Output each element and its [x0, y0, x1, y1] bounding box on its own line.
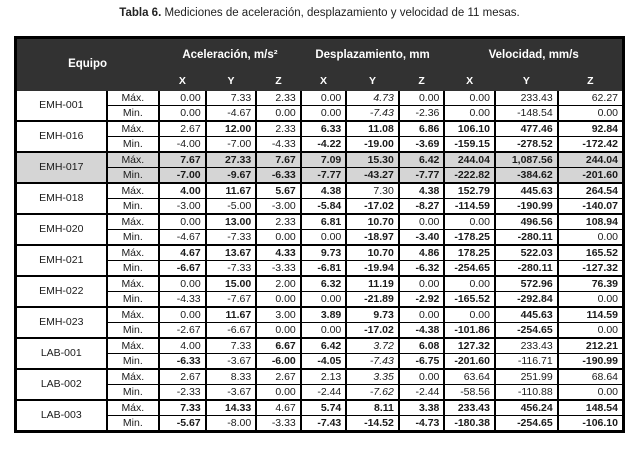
- value-cell: 106.10: [444, 121, 495, 137]
- row-type-label-min: Min.: [107, 416, 160, 432]
- equipment-id: LAB-002: [16, 369, 107, 400]
- value-cell: 6.08: [399, 338, 445, 354]
- table-header: [16, 38, 624, 91]
- value-cell: 7.67: [256, 152, 301, 168]
- row-type-label-max: Máx.: [107, 152, 160, 168]
- value-cell: -19.94: [346, 261, 399, 277]
- value-cell: -159.15: [444, 137, 495, 153]
- row-type-label-max: Máx.: [107, 121, 160, 137]
- value-cell: -3.69: [399, 137, 445, 153]
- value-cell: -280.11: [495, 261, 558, 277]
- value-cell: 4.67: [159, 245, 206, 261]
- value-cell: 165.52: [558, 245, 624, 261]
- value-cell: 2.67: [256, 369, 301, 385]
- value-cell: -43.27: [346, 168, 399, 184]
- value-cell: -7.33: [206, 261, 257, 277]
- value-cell: 0.00: [558, 323, 624, 339]
- header-axis-z: Z: [558, 72, 624, 90]
- header-axis-x: X: [301, 72, 347, 90]
- value-cell: -2.92: [399, 292, 445, 308]
- header-group-row: [16, 38, 624, 73]
- value-cell: -4.33: [159, 292, 206, 308]
- value-cell: 11.19: [346, 276, 399, 292]
- header-axis-y: Y: [495, 72, 558, 90]
- value-cell: 127.32: [444, 338, 495, 354]
- value-cell: 11.67: [206, 183, 257, 199]
- value-cell: -14.52: [346, 416, 399, 432]
- value-cell: 14.33: [206, 400, 257, 416]
- value-cell: 2.67: [159, 369, 206, 385]
- equipment-id: EMH-016: [16, 121, 107, 152]
- row-type-label-min: Min.: [107, 385, 160, 401]
- row-type-label-min: Min.: [107, 354, 160, 370]
- value-cell: -3.33: [256, 416, 301, 432]
- value-cell: -101.86: [444, 323, 495, 339]
- table-row-min: [16, 137, 624, 153]
- value-cell: -9.67: [206, 168, 257, 184]
- value-cell: 0.00: [159, 106, 206, 122]
- value-cell: -190.99: [495, 199, 558, 215]
- row-type-label-max: Máx.: [107, 214, 160, 230]
- value-cell: -2.44: [399, 385, 445, 401]
- value-cell: 0.00: [558, 106, 624, 122]
- row-type-label-min: Min.: [107, 199, 160, 215]
- equipment-id: EMH-001: [16, 90, 107, 121]
- row-type-label-max: Máx.: [107, 338, 160, 354]
- header-aceleracion: Aceleración, m/s²: [159, 38, 301, 73]
- value-cell: -110.88: [495, 385, 558, 401]
- value-cell: -6.32: [399, 261, 445, 277]
- table-row-max: [16, 152, 624, 168]
- table-title: [0, 7, 639, 19]
- table-row-min: [16, 168, 624, 184]
- table-row-min: [16, 230, 624, 246]
- value-cell: 572.96: [495, 276, 558, 292]
- value-cell: -2.36: [399, 106, 445, 122]
- equipment-id: LAB-001: [16, 338, 107, 369]
- value-cell: -4.33: [256, 137, 301, 153]
- value-cell: 0.00: [558, 385, 624, 401]
- header-axis-y: Y: [346, 72, 399, 90]
- value-cell: -278.52: [495, 137, 558, 153]
- value-cell: -222.82: [444, 168, 495, 184]
- value-cell: 2.33: [256, 90, 301, 106]
- value-cell: 5.67: [256, 183, 301, 199]
- value-cell: 10.70: [346, 214, 399, 230]
- value-cell: 0.00: [301, 106, 347, 122]
- value-cell: 7.67: [159, 152, 206, 168]
- value-cell: 92.84: [558, 121, 624, 137]
- value-cell: -201.60: [558, 168, 624, 184]
- value-cell: 0.00: [159, 90, 206, 106]
- value-cell: 233.43: [444, 400, 495, 416]
- equipment-id: EMH-021: [16, 245, 107, 276]
- value-cell: -140.07: [558, 199, 624, 215]
- header-axis-y: Y: [206, 72, 257, 90]
- value-cell: 0.00: [399, 307, 445, 323]
- value-cell: -4.67: [206, 106, 257, 122]
- value-cell: -7.00: [206, 137, 257, 153]
- value-cell: 152.79: [444, 183, 495, 199]
- table-row-max: [16, 369, 624, 385]
- table-row-max: [16, 214, 624, 230]
- value-cell: 3.35: [346, 369, 399, 385]
- value-cell: 2.33: [256, 214, 301, 230]
- value-cell: -4.22: [301, 137, 347, 153]
- value-cell: 1,087.56: [495, 152, 558, 168]
- value-cell: 108.94: [558, 214, 624, 230]
- value-cell: -8.00: [206, 416, 257, 432]
- value-cell: -292.84: [495, 292, 558, 308]
- value-cell: -17.02: [346, 323, 399, 339]
- value-cell: -7.00: [159, 168, 206, 184]
- value-cell: 0.00: [256, 106, 301, 122]
- row-type-label-max: Máx.: [107, 183, 160, 199]
- value-cell: 6.33: [301, 121, 347, 137]
- value-cell: 8.11: [346, 400, 399, 416]
- equipment-id: EMH-022: [16, 276, 107, 307]
- value-cell: 4.33: [256, 245, 301, 261]
- value-cell: 4.00: [159, 183, 206, 199]
- value-cell: 15.00: [206, 276, 257, 292]
- value-cell: 3.89: [301, 307, 347, 323]
- value-cell: -172.42: [558, 137, 624, 153]
- value-cell: 7.33: [206, 338, 257, 354]
- value-cell: 4.86: [399, 245, 445, 261]
- value-cell: -4.73: [399, 416, 445, 432]
- value-cell: -254.65: [495, 323, 558, 339]
- table-row-max: [16, 307, 624, 323]
- row-type-label-max: Máx.: [107, 90, 160, 106]
- value-cell: 0.00: [301, 90, 347, 106]
- value-cell: 0.00: [444, 276, 495, 292]
- value-cell: -7.77: [301, 168, 347, 184]
- value-cell: 114.59: [558, 307, 624, 323]
- value-cell: 0.00: [444, 214, 495, 230]
- header-equipo: Equipo: [16, 38, 160, 91]
- value-cell: 477.46: [495, 121, 558, 137]
- value-cell: -5.84: [301, 199, 347, 215]
- value-cell: -6.33: [159, 354, 206, 370]
- header-axis-z: Z: [256, 72, 301, 90]
- value-cell: 0.00: [399, 369, 445, 385]
- value-cell: 9.73: [346, 307, 399, 323]
- value-cell: 7.33: [159, 400, 206, 416]
- value-cell: 0.00: [159, 307, 206, 323]
- row-type-label-min: Min.: [107, 168, 160, 184]
- row-type-label-min: Min.: [107, 137, 160, 153]
- value-cell: -3.33: [256, 261, 301, 277]
- value-cell: -4.00: [159, 137, 206, 153]
- value-cell: 11.08: [346, 121, 399, 137]
- value-cell: 4.00: [159, 338, 206, 354]
- value-cell: 0.00: [399, 90, 445, 106]
- header-axis-x: X: [159, 72, 206, 90]
- table-row-min: [16, 354, 624, 370]
- equipment-id: EMH-023: [16, 307, 107, 338]
- value-cell: 0.00: [256, 230, 301, 246]
- value-cell: -190.99: [558, 354, 624, 370]
- value-cell: -3.00: [256, 199, 301, 215]
- equipment-id: LAB-003: [16, 400, 107, 432]
- value-cell: -384.62: [495, 168, 558, 184]
- value-cell: -178.25: [444, 230, 495, 246]
- value-cell: -4.67: [159, 230, 206, 246]
- value-cell: 2.33: [256, 121, 301, 137]
- row-type-label-max: Máx.: [107, 276, 160, 292]
- value-cell: -3.67: [206, 354, 257, 370]
- table-row-max: [16, 338, 624, 354]
- measurements-table: [14, 36, 625, 433]
- value-cell: 27.33: [206, 152, 257, 168]
- value-cell: 0.00: [159, 214, 206, 230]
- value-cell: 445.63: [495, 183, 558, 199]
- value-cell: 0.00: [558, 292, 624, 308]
- value-cell: -58.56: [444, 385, 495, 401]
- row-type-label-max: Máx.: [107, 245, 160, 261]
- value-cell: 0.00: [444, 106, 495, 122]
- value-cell: -8.27: [399, 199, 445, 215]
- value-cell: -5.00: [206, 199, 257, 215]
- value-cell: -21.89: [346, 292, 399, 308]
- value-cell: -6.67: [159, 261, 206, 277]
- value-cell: -19.00: [346, 137, 399, 153]
- value-cell: -165.52: [444, 292, 495, 308]
- value-cell: 212.21: [558, 338, 624, 354]
- row-type-label-max: Máx.: [107, 369, 160, 385]
- equipment-id: EMH-020: [16, 214, 107, 245]
- value-cell: -17.02: [346, 199, 399, 215]
- value-cell: 0.00: [301, 323, 347, 339]
- value-cell: 0.00: [558, 230, 624, 246]
- value-cell: -6.33: [256, 168, 301, 184]
- value-cell: -18.97: [346, 230, 399, 246]
- value-cell: 6.42: [301, 338, 347, 354]
- row-type-label-min: Min.: [107, 292, 160, 308]
- value-cell: 11.67: [206, 307, 257, 323]
- value-cell: 12.00: [206, 121, 257, 137]
- value-cell: -6.67: [206, 323, 257, 339]
- value-cell: -5.67: [159, 416, 206, 432]
- value-cell: 0.00: [256, 323, 301, 339]
- header-desplazamiento: Desplazamiento, mm: [301, 38, 445, 73]
- table-row-min: [16, 106, 624, 122]
- table-row-min: [16, 385, 624, 401]
- value-cell: -4.38: [399, 323, 445, 339]
- value-cell: 233.43: [495, 338, 558, 354]
- value-cell: 7.09: [301, 152, 347, 168]
- value-cell: 3.00: [256, 307, 301, 323]
- value-cell: -114.59: [444, 199, 495, 215]
- row-type-label-max: Máx.: [107, 400, 160, 416]
- value-cell: 6.42: [399, 152, 445, 168]
- value-cell: 68.64: [558, 369, 624, 385]
- value-cell: 4.67: [256, 400, 301, 416]
- value-cell: 0.00: [301, 230, 347, 246]
- table-row-min: [16, 416, 624, 432]
- row-type-label-min: Min.: [107, 261, 160, 277]
- value-cell: 264.54: [558, 183, 624, 199]
- equipment-id: EMH-017: [16, 152, 107, 183]
- value-cell: 0.00: [399, 276, 445, 292]
- value-cell: -6.75: [399, 354, 445, 370]
- header-axis-z: Z: [399, 72, 445, 90]
- value-cell: -116.71: [495, 354, 558, 370]
- value-cell: -7.77: [399, 168, 445, 184]
- table-title-label: Tabla 6.: [119, 7, 162, 19]
- value-cell: 2.13: [301, 369, 347, 385]
- value-cell: 522.03: [495, 245, 558, 261]
- value-cell: 233.43: [495, 90, 558, 106]
- value-cell: 13.00: [206, 214, 257, 230]
- value-cell: 0.00: [444, 90, 495, 106]
- value-cell: -2.33: [159, 385, 206, 401]
- value-cell: 15.30: [346, 152, 399, 168]
- row-type-label-max: Máx.: [107, 307, 160, 323]
- value-cell: 7.33: [206, 90, 257, 106]
- value-cell: -280.11: [495, 230, 558, 246]
- value-cell: -4.05: [301, 354, 347, 370]
- value-cell: -201.60: [444, 354, 495, 370]
- value-cell: -6.81: [301, 261, 347, 277]
- row-type-label-min: Min.: [107, 230, 160, 246]
- header-velocidad: Velocidad, mm/s: [444, 38, 623, 73]
- value-cell: 148.54: [558, 400, 624, 416]
- table-row-max: [16, 400, 624, 416]
- value-cell: -2.67: [159, 323, 206, 339]
- value-cell: 63.64: [444, 369, 495, 385]
- value-cell: 9.73: [301, 245, 347, 261]
- value-cell: 8.33: [206, 369, 257, 385]
- table-row-max: [16, 245, 624, 261]
- value-cell: 0.00: [399, 214, 445, 230]
- value-cell: -7.62: [346, 385, 399, 401]
- value-cell: 5.74: [301, 400, 347, 416]
- value-cell: -254.65: [444, 261, 495, 277]
- value-cell: -180.38: [444, 416, 495, 432]
- value-cell: -7.67: [206, 292, 257, 308]
- value-cell: -7.43: [346, 354, 399, 370]
- value-cell: 10.70: [346, 245, 399, 261]
- value-cell: 4.73: [346, 90, 399, 106]
- header-axis-x: X: [444, 72, 495, 90]
- value-cell: -7.43: [301, 416, 347, 432]
- table-row-max: [16, 90, 624, 106]
- table-row-min: [16, 292, 624, 308]
- value-cell: -106.10: [558, 416, 624, 432]
- value-cell: 4.38: [301, 183, 347, 199]
- value-cell: -7.43: [346, 106, 399, 122]
- equipment-id: EMH-018: [16, 183, 107, 214]
- value-cell: -3.00: [159, 199, 206, 215]
- value-cell: -3.67: [206, 385, 257, 401]
- value-cell: 6.32: [301, 276, 347, 292]
- value-cell: -3.40: [399, 230, 445, 246]
- value-cell: 6.86: [399, 121, 445, 137]
- value-cell: 251.99: [495, 369, 558, 385]
- value-cell: 0.00: [256, 292, 301, 308]
- table-row-min: [16, 323, 624, 339]
- table-row-max: [16, 276, 624, 292]
- value-cell: 3.72: [346, 338, 399, 354]
- table-row-min: [16, 199, 624, 215]
- value-cell: 6.81: [301, 214, 347, 230]
- value-cell: 0.00: [256, 385, 301, 401]
- value-cell: 244.04: [444, 152, 495, 168]
- value-cell: 6.67: [256, 338, 301, 354]
- row-type-label-min: Min.: [107, 106, 160, 122]
- row-type-label-min: Min.: [107, 323, 160, 339]
- value-cell: 0.00: [301, 292, 347, 308]
- value-cell: 4.38: [399, 183, 445, 199]
- table-row-max: [16, 121, 624, 137]
- value-cell: -127.32: [558, 261, 624, 277]
- value-cell: -6.00: [256, 354, 301, 370]
- value-cell: 76.39: [558, 276, 624, 292]
- value-cell: -7.33: [206, 230, 257, 246]
- value-cell: -2.44: [301, 385, 347, 401]
- value-cell: 456.24: [495, 400, 558, 416]
- table-body: [16, 90, 624, 432]
- value-cell: 496.56: [495, 214, 558, 230]
- value-cell: 178.25: [444, 245, 495, 261]
- value-cell: 2.67: [159, 121, 206, 137]
- value-cell: -148.54: [495, 106, 558, 122]
- value-cell: 0.00: [159, 276, 206, 292]
- value-cell: 0.00: [444, 307, 495, 323]
- table-title-text: Mediciones de aceleración, desplazamiento y velocidad de 11 mesas.: [161, 7, 520, 19]
- value-cell: 244.04: [558, 152, 624, 168]
- table-row-min: [16, 261, 624, 277]
- value-cell: 445.63: [495, 307, 558, 323]
- value-cell: -254.65: [495, 416, 558, 432]
- table-row-max: [16, 183, 624, 199]
- value-cell: 3.38: [399, 400, 445, 416]
- value-cell: 62.27: [558, 90, 624, 106]
- value-cell: 2.00: [256, 276, 301, 292]
- value-cell: 13.67: [206, 245, 257, 261]
- value-cell: 7.30: [346, 183, 399, 199]
